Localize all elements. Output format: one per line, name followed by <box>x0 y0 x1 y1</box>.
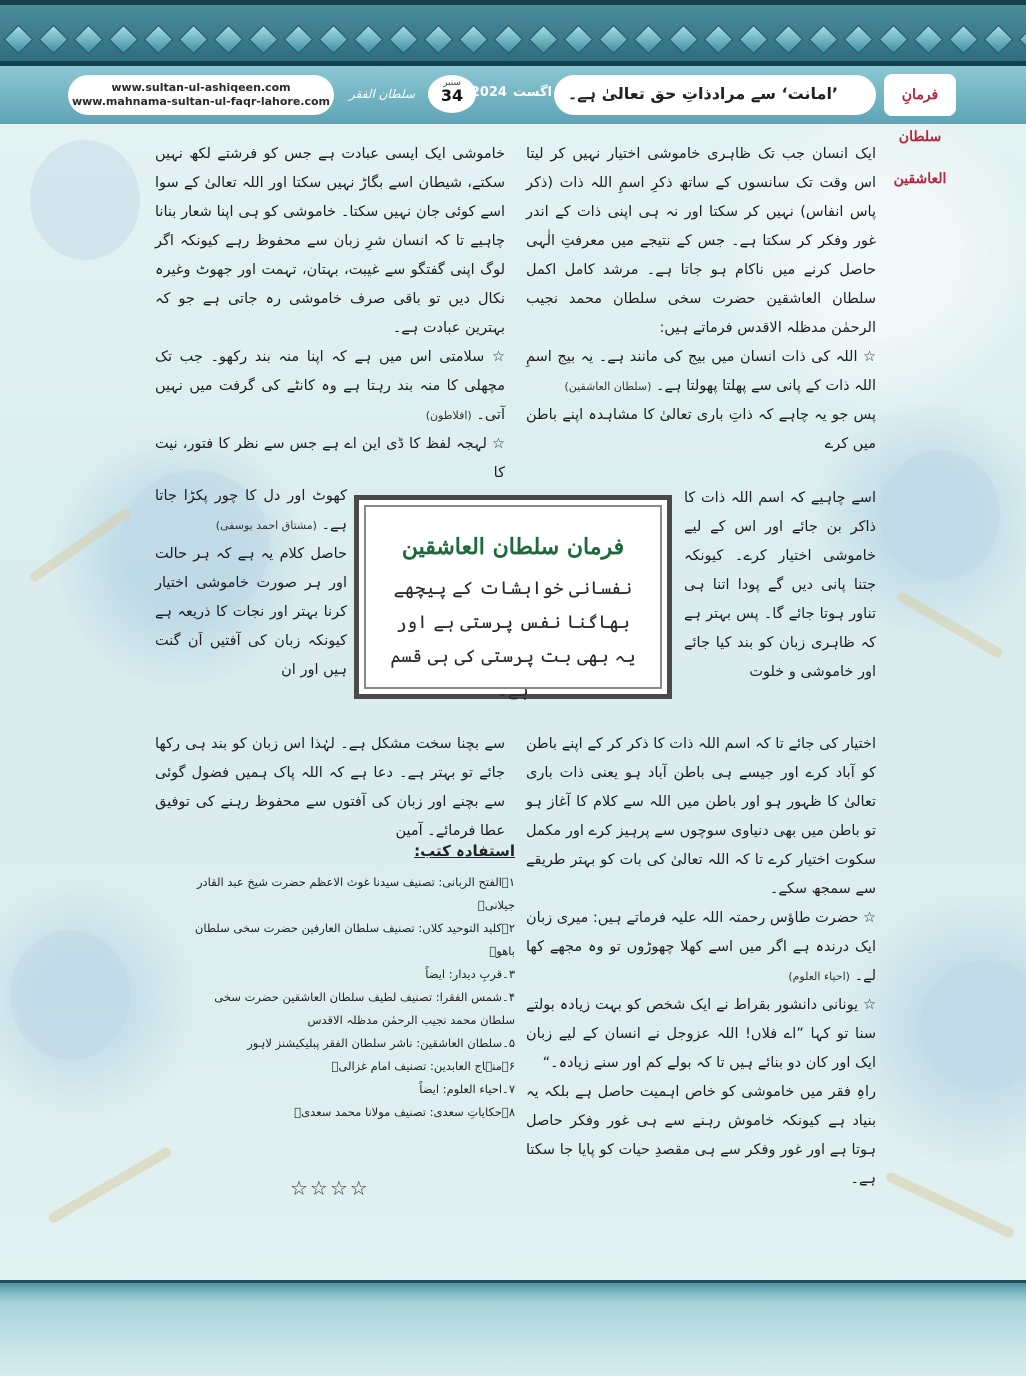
bottom-decorative-band <box>0 1280 1026 1376</box>
right-column-narrow <box>684 484 876 687</box>
flower-decoration <box>30 140 140 260</box>
paragraph: حاصل کلام یہ ہے کہ ہر حالت اور ہر صورت خاموشی اختیار کرنا بہتر اور نجات کا ذریعہ ہے کیونکہ زبان کی آفتیں اَن گنت ہیں اور ان <box>155 546 347 678</box>
quote-text: ☆ سلامتی اس میں ہے کہ اپنا منہ بند رکھو۔ جب تک مچھلی کا منہ بند رہتا ہے وہ کانٹے کی گرفت میں نہیں آتی۔ <box>155 349 505 423</box>
leaf-decoration <box>28 506 132 583</box>
page-number-badge <box>428 75 476 113</box>
leaf-decoration <box>896 591 1005 660</box>
flower-decoration <box>880 450 1000 580</box>
left-column-upper <box>155 140 505 488</box>
article-title: ’امانت‘ سے مرادذاتِ حق تعالیٰ ہے۔ <box>567 84 838 103</box>
quote <box>526 904 876 991</box>
reference-item: ۵۔سلطان العاشقین: ناشر سلطان الفقر پبلیکیشنز لاہور <box>247 1036 515 1050</box>
paragraph-text: کھوٹ اور دل کا چور پکڑا جاتا ہے۔ <box>155 488 347 533</box>
leaf-decoration <box>47 1146 173 1225</box>
left-column-narrow <box>155 482 347 685</box>
leaf-decoration <box>884 1171 1015 1239</box>
paragraph: اسے چاہیے کہ اسم اللہ ذات کا ذاکر بن جائے اور اس کے لیے خاموشی اختیار کرے۔ کیونکہ جتنا پانی دیں گے پودا اتنا ہی تناور ہوتا جائے گا۔ پس بہتر ہے کہ ظاہری زبان کو بند کیا جائے اور خاموشی و خلوت <box>684 490 876 680</box>
series-logo <box>884 74 956 187</box>
references-heading: استفادہ کتب: <box>414 842 515 860</box>
quote-reference: (احیاء العلوم) <box>788 970 850 983</box>
paragraph <box>155 482 347 540</box>
paragraph: ایک انسان جب تک ظاہری خاموشی اختیار نہیں کر لیتا اس وقت تک سانسوں کے ساتھ ذکرِ اسمِ اللہ ذات (ذکر پاس انفاس) نہیں کر سکتا اور نہ ہی اپنی ذات کے اندر غور وفکر کر سکتا ہے۔ جس کے نتیجے میں معرفتِ الٰہی حاصل کرنے میں ناکام ہو جاتا ہے۔ مرشد کامل اکمل سلطان العاشقین حضرت سخی سلطان محمد نجیب الرحمٰن مدظلہ الاقدس فرماتے ہیں: <box>526 146 876 336</box>
quote-reference: (مشتاق احمد یوسفی) <box>215 519 317 532</box>
references <box>180 840 515 1124</box>
references-list <box>180 871 515 1124</box>
quote-text: ☆ حضرت طاؤس رحمتہ اللہ علیہ فرماتے ہیں: میری زبان ایک درندہ ہے اگر میں اسے کھلا چھوڑوں تو وہ مجھے کھا لے۔ <box>526 910 876 984</box>
reference-item: ۷۔احیاء العلوم: ایضاً <box>419 1082 515 1096</box>
flower-decoration <box>920 960 1026 1090</box>
quote: ☆ یونانی دانشور بقراط نے ایک شخص کو بہت زیادہ بولتے سنا تو کہا ”اے فلاں! اللہ عزوجل نے انسان کے لیے زبان ایک اور کان دو بنائے ہیں تا کہ بولے کم اور سنے زیادہ۔“ <box>526 997 876 1071</box>
website-url-2[interactable]: www.mahnama-sultan-ul-faqr-lahore.com <box>71 95 331 108</box>
callout-text: نفسانی خواہشات کے پیچھے بھاگنا نفس پرستی ہے اور یہ بھی بت پرستی کی ہی قسم ہے۔ <box>390 578 636 701</box>
quote-reference: (سلطان العاشقین) <box>564 380 652 393</box>
right-column-upper <box>526 140 876 459</box>
top-decorative-band <box>0 0 1026 66</box>
series-logo-text: فرمانِ سلطان العاشقین <box>893 87 947 187</box>
left-column-lower <box>155 730 505 846</box>
paragraph: اختیار کی جائے تا کہ اسم اللہ ذات کا ذکر کر کے اپنے باطن کو آباد کرے اور جیسے ہی باطن آباد ہو یعنی ذات باری تعالیٰ کا ظہور ہو اور باطن میں اللہ سے کلام کا آغاز ہو تو باطن میں بھی دنیاوی سوچوں سے پرہیز کرے اور مکمل سکوت اختیار کرے تا کہ اللہ تعالیٰ کی بات کو بہتر طریقے سے سمجھ سکے۔ <box>526 736 876 897</box>
quote-reference: (افلاطون) <box>425 409 472 422</box>
magazine-logo: سلطان الفقر <box>349 87 415 101</box>
paragraph: راہِ فقر میں خاموشی کو خاص اہمیت حاصل ہے بلکہ یہ بنیاد ہے کیونکہ خاموش رہنے سے ہی غور وفکر حاصل ہوتا ہے اور غور وفکر سے ہی مقصدِ حیات کو پایا جا سکتا ہے۔ <box>526 1084 876 1187</box>
website-urls <box>68 75 334 115</box>
reference-item: ۲۔کلید التوحید کلاں: تصنیف سلطان العارفین حضرت سخی سلطان باھوؒ <box>194 921 515 958</box>
paragraph: پس جو یہ چاہے کہ ذاتِ باری تعالیٰ کا مشاہدہ اپنے باطن میں کرے <box>526 407 876 452</box>
quote: ☆ لہجہ لفظ کا ڈی این اے ہے جس سے نظر کا فتور، نیت کا <box>155 436 505 481</box>
callout-title: فرمان سلطان العاشقین <box>401 534 625 560</box>
reference-item: ۶۔منہاج العابدین: تصنیف امام غزالیؒ <box>331 1059 515 1073</box>
issue-month: اگست <box>512 84 552 100</box>
issue-year: 2024 <box>470 84 507 100</box>
paragraph: خاموشی ایک ایسی عبادت ہے جس کو فرشتے لکھ نہیں سکتے، شیطان اسے بگاڑ نہیں سکتا اور اللہ تعالیٰ کے سوا اسے کوئی جان نہیں سکتا۔ خاموشی کو ہی اپنا شعار بنانا چاہیے تا کہ انسان شرِ زبان سے محفوظ رہے کیونکہ اگر لوگ اپنی گفتگو سے غیبت، بہتان، تہمت اور جھوٹ وغیرہ نکال دیں تو باقی صرف خاموشی رہ جاتی ہے جو کہ بہترین عبادت ہے۔ <box>155 146 505 336</box>
page-header <box>0 66 1026 187</box>
flower-decoration <box>10 930 130 1060</box>
paragraph: سے بچنا سخت مشکل ہے۔ لہٰذا اس زبان کو بند ہی رکھا جائے تو بہتر ہے۔ دعا ہے کہ اللہ پاک ہمیں فضول گوئی سے بچنے اور زبان کی آفتوں سے محفوظ رہنے کی توفیق عطا فرمائے۔ آمین <box>155 736 505 839</box>
quote-text: ☆ اللہ کی ذات انسان میں بیج کی مانند ہے۔ یہ بیج اسمِ اللہ ذات کے پانی سے پھلتا پھولتا ہے۔ <box>526 349 876 394</box>
issue-date <box>470 78 552 106</box>
right-column-lower <box>526 730 876 1194</box>
quote <box>526 343 876 401</box>
website-url-1[interactable]: www.sultan-ul-ashiqeen.com <box>111 81 291 94</box>
page-number-label: سنبر <box>443 78 461 88</box>
reference-item: ۱۔الفتح الربانی: تصنیف سیدنا غوث الاعظم حضرت شیخ عبد القادر جیلانیؓ <box>196 875 515 912</box>
quote <box>155 343 505 430</box>
page-number: 34 <box>440 86 464 105</box>
callout-box <box>354 495 672 699</box>
reference-item: ۴۔شمس الفقرا: تصنیف لطیف سلطان العاشقین حضرت سخی سلطان محمد نجیب الرحمٰن مدظلہ الاقدس <box>214 990 515 1027</box>
article-title-pill <box>554 75 876 115</box>
reference-item: ۳۔قربِ دیدار: ایضاً <box>425 967 515 981</box>
end-stars: ☆☆☆☆ <box>290 1176 370 1200</box>
reference-item: ۸۔حکایاتِ سعدی: تصنیف مولانا محمد سعدیؒ <box>294 1105 515 1119</box>
